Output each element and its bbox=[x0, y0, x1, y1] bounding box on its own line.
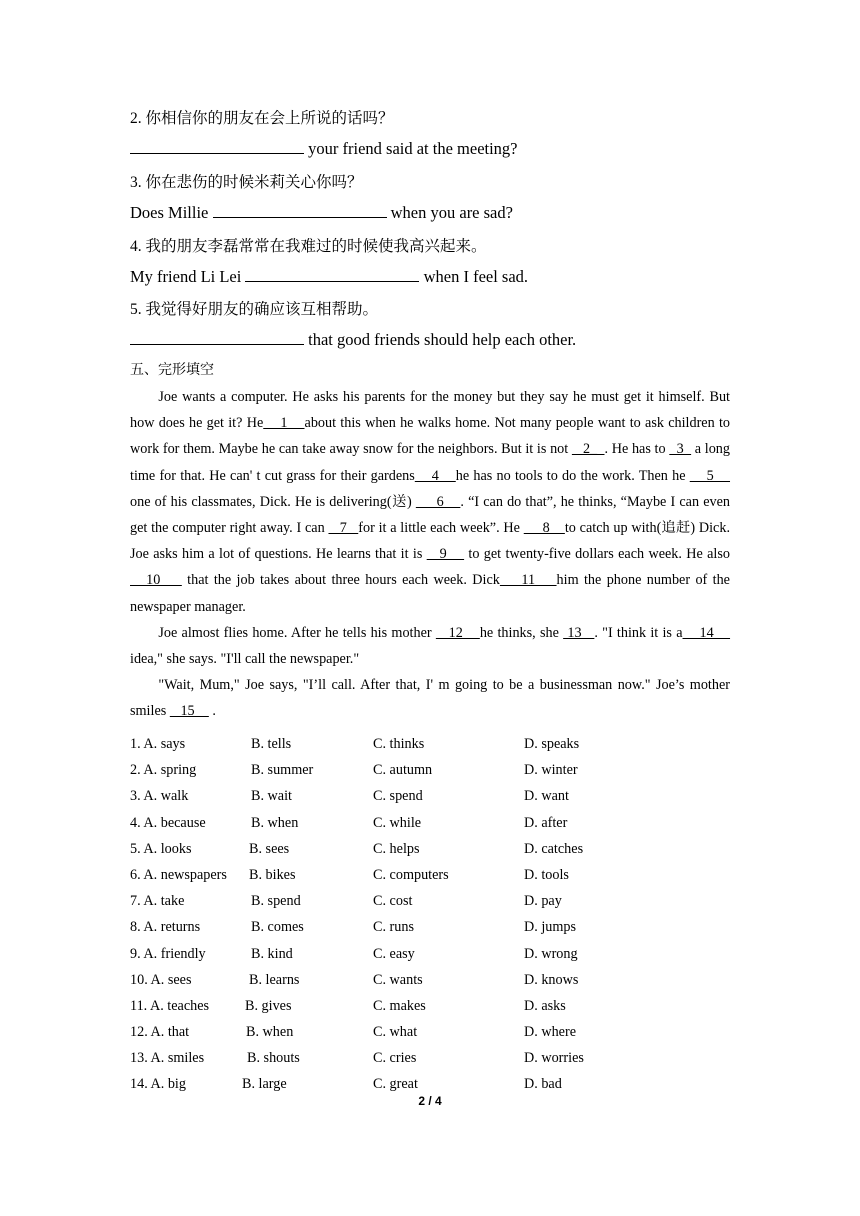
question-row bbox=[130, 916, 730, 942]
option-c[interactable]: C. helps bbox=[373, 840, 420, 857]
translation-3-suffix: when you are sad? bbox=[386, 203, 513, 222]
translation-3-english bbox=[130, 202, 730, 223]
question-row bbox=[130, 943, 730, 969]
blank-9: 9 bbox=[426, 546, 465, 563]
option-c[interactable]: C. great bbox=[373, 1076, 418, 1093]
option-c[interactable]: C. makes bbox=[373, 997, 426, 1014]
option-d[interactable]: D. jumps bbox=[524, 919, 577, 936]
option-c[interactable]: C. easy bbox=[373, 945, 415, 962]
blank-11: 11 bbox=[499, 572, 557, 589]
option-b[interactable]: B. shouts bbox=[247, 1050, 300, 1067]
section-title: 五、完形填空 bbox=[130, 363, 214, 378]
option-b[interactable]: B. comes bbox=[251, 919, 304, 936]
passage-text: . "I think it is a bbox=[594, 624, 683, 641]
option-d[interactable]: D. speaks bbox=[524, 736, 580, 752]
option-a[interactable]: 8. A. returns bbox=[130, 919, 201, 936]
option-d[interactable]: D. wrong bbox=[524, 945, 578, 962]
option-a[interactable]: 12. A. that bbox=[130, 1024, 190, 1041]
option-b[interactable]: B. tells bbox=[251, 736, 292, 752]
passage-text: that the job takes about three hours each week. Dick bbox=[181, 572, 500, 589]
question-row bbox=[130, 733, 730, 759]
option-d[interactable]: D. where bbox=[524, 1024, 576, 1041]
passage-text: . He has to bbox=[604, 441, 670, 458]
option-a[interactable]: 10. A. sees bbox=[130, 971, 192, 988]
passage-text: Joe almost flies home. After he tells his mother bbox=[158, 624, 436, 641]
option-a[interactable]: 3. A. walk bbox=[130, 788, 189, 805]
option-c[interactable]: C. what bbox=[373, 1024, 418, 1041]
option-a[interactable]: 6. A. newspapers bbox=[130, 866, 227, 883]
options-list bbox=[130, 733, 730, 1100]
option-d[interactable]: D. pay bbox=[524, 893, 562, 910]
option-c[interactable]: C. wants bbox=[373, 971, 423, 988]
translation-4-prefix: My friend Li Lei bbox=[130, 267, 246, 286]
passage-text: him the phone number of the newspaper manager. bbox=[130, 572, 730, 615]
blank-2: 2_ bbox=[571, 441, 605, 458]
cloze-passage bbox=[130, 384, 730, 725]
blank-5: 5 bbox=[689, 467, 731, 484]
option-d[interactable]: D. worries bbox=[524, 1050, 584, 1067]
option-a[interactable]: 14. A. big bbox=[130, 1076, 186, 1093]
option-b[interactable]: B. wait bbox=[251, 788, 292, 805]
option-a[interactable]: 7. A. take bbox=[130, 893, 185, 910]
option-d[interactable]: D. winter bbox=[524, 762, 578, 779]
passage-text: to get twenty-five dollars each week. He also bbox=[464, 546, 730, 563]
question-row bbox=[130, 864, 730, 890]
answer-blank[interactable] bbox=[213, 202, 387, 218]
translation-2-suffix: your friend said at the meeting? bbox=[304, 139, 518, 158]
option-a[interactable]: 5. A. looks bbox=[130, 840, 192, 857]
blank-14: 14 bbox=[682, 624, 731, 641]
option-d[interactable]: D. asks bbox=[524, 997, 566, 1014]
answer-blank[interactable] bbox=[245, 266, 419, 282]
option-a[interactable]: 11. A. teaches bbox=[130, 997, 210, 1014]
passage-text: . bbox=[208, 703, 216, 720]
option-c[interactable]: C. cost bbox=[373, 893, 413, 910]
option-c[interactable]: C. cries bbox=[373, 1050, 417, 1067]
page-number: 2 / 4 bbox=[418, 1094, 442, 1108]
passage-text: . “I can do that”, he thinks, “Maybe I can even get the computer right away. I can bbox=[130, 493, 731, 537]
answer-blank[interactable] bbox=[130, 138, 304, 154]
option-a[interactable]: 4. A. because bbox=[130, 814, 206, 831]
passage-text: a long time for that. He can' t cut grass for their gardens bbox=[130, 441, 730, 484]
question-row bbox=[130, 1047, 730, 1073]
passage-text: to catch up with(追赶) Dick. Joe asks him a lot of questions. He learns that it is bbox=[130, 520, 730, 563]
option-d[interactable]: D. tools bbox=[524, 866, 569, 883]
answer-blank[interactable] bbox=[130, 329, 304, 345]
option-a[interactable]: 1. A. says bbox=[130, 736, 186, 752]
blank-10: 10 bbox=[130, 572, 182, 589]
option-c[interactable]: C. autumn bbox=[373, 762, 433, 779]
translation-3-prefix: Does Millie bbox=[130, 203, 213, 222]
option-b[interactable]: B. when bbox=[246, 1024, 294, 1041]
option-b[interactable]: B. spend bbox=[251, 893, 301, 910]
blank-12: 12 bbox=[435, 624, 480, 641]
option-b[interactable]: B. learns bbox=[249, 971, 300, 988]
option-a[interactable]: 2. A. spring bbox=[130, 762, 197, 779]
passage-text: he has no tools to do the work. Then he bbox=[455, 467, 690, 484]
passage-text: he thinks, she bbox=[479, 624, 564, 641]
option-a[interactable]: 9. A. friendly bbox=[130, 945, 206, 962]
translation-2-chinese: 2. 你相信你的朋友在会上所说的话吗？ bbox=[130, 110, 394, 127]
passage-text: one of his classmates, Dick. He is delivering(送) bbox=[130, 493, 416, 510]
option-d[interactable]: D. bad bbox=[524, 1076, 562, 1093]
passage-paragraph-3 bbox=[130, 672, 730, 724]
blank-3: 3 bbox=[669, 441, 692, 458]
question-row bbox=[130, 759, 730, 785]
translation-4-chinese: 4. 我的朋友李磊常常在我难过的时候使我高兴起来。 bbox=[130, 238, 487, 255]
option-c[interactable]: C. thinks bbox=[373, 736, 425, 752]
question-row bbox=[130, 812, 730, 838]
blank-8: 8 bbox=[523, 520, 565, 537]
translation-3-chinese: 3. 你在悲伤的时候米莉关心你吗？ bbox=[130, 174, 363, 191]
translation-5-chinese: 5. 我觉得好朋友的确应该互相帮助。 bbox=[130, 301, 379, 318]
option-c[interactable]: C. computers bbox=[373, 866, 449, 883]
option-b[interactable]: B. bikes bbox=[249, 866, 296, 883]
blank-4: 4 bbox=[414, 467, 456, 484]
option-b[interactable]: B. gives bbox=[245, 997, 292, 1014]
option-d[interactable]: D. catches bbox=[524, 840, 584, 857]
option-b[interactable]: B. kind bbox=[251, 945, 293, 962]
passage-text: for it a little each week”. He bbox=[358, 520, 524, 537]
option-b[interactable]: B. large bbox=[242, 1076, 287, 1093]
question-row bbox=[130, 890, 730, 916]
question-row bbox=[130, 995, 730, 1021]
option-c[interactable]: C. spend bbox=[373, 788, 423, 805]
blank-7: 7 bbox=[328, 520, 359, 537]
translation-5-suffix: that good friends should help each other. bbox=[304, 330, 577, 349]
passage-paragraph-2 bbox=[130, 620, 730, 672]
option-d[interactable]: D. after bbox=[524, 814, 568, 831]
option-a[interactable]: 13. A. smiles bbox=[130, 1050, 205, 1067]
translation-5-english bbox=[130, 329, 730, 350]
option-d[interactable]: D. knows bbox=[524, 971, 579, 988]
passage-paragraph-1 bbox=[130, 384, 730, 620]
option-b[interactable]: B. sees bbox=[249, 840, 290, 857]
passage-text: about this when he walks home. Not many people want to ask children to work for them. Maybe he can take away snow for the neighbors. But it is not bbox=[130, 415, 731, 458]
translation-2-english bbox=[130, 138, 730, 159]
question-row bbox=[130, 1021, 730, 1047]
translation-4-suffix: when I feel sad. bbox=[419, 267, 529, 286]
blank-6: 6 bbox=[415, 493, 461, 510]
option-c[interactable]: C. runs bbox=[373, 919, 414, 936]
option-c[interactable]: C. while bbox=[373, 814, 422, 831]
passage-text: idea," she says. "I'll call the newspaper." bbox=[130, 651, 360, 668]
question-row bbox=[130, 969, 730, 995]
passage-text: Joe wants a computer. He asks his parents for the money but they say he must get it himself. But how does he get it? He bbox=[130, 389, 730, 432]
option-b[interactable]: B. summer bbox=[251, 762, 314, 779]
blank-13: 13 bbox=[563, 624, 595, 641]
blank-15: 15 bbox=[169, 703, 209, 720]
blank-1: 1 bbox=[263, 415, 305, 432]
option-d[interactable]: D. want bbox=[524, 788, 569, 805]
question-row bbox=[130, 838, 730, 864]
option-b[interactable]: B. when bbox=[251, 814, 299, 831]
question-row bbox=[130, 785, 730, 811]
translation-4-english bbox=[130, 266, 730, 287]
passage-text: "Wait, Mum," Joe says, "I’ll call. After that, I' m going to be a businessman now." Joe’s mother smiles bbox=[130, 677, 730, 720]
